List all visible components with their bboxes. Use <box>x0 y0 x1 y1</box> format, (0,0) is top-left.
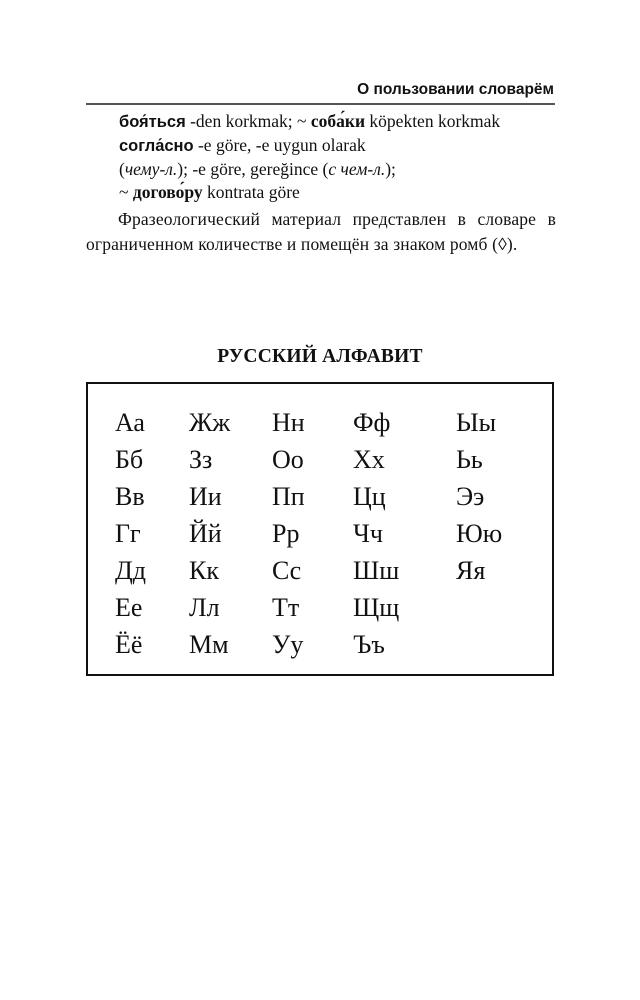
letter-pair: Мм <box>189 630 229 659</box>
letter-pair: Лл <box>189 593 220 622</box>
headword: боя́ться <box>119 113 186 131</box>
phraseology-paragraph: Фразеологический материал представлен в словаре в ограниченном количестве и помещён за знаком ромб (◊). <box>86 209 556 254</box>
alphabet-column-4 <box>353 404 399 663</box>
alphabet-column-3 <box>272 404 305 663</box>
letter-pair: Щщ <box>353 593 400 622</box>
letter-pair: Ьь <box>456 445 483 474</box>
letter-pair: Ии <box>189 482 222 511</box>
entry-text: -den korkmak; ~ <box>185 111 311 131</box>
letter-pair: Кк <box>189 556 219 585</box>
letter-pair: Зз <box>189 445 213 474</box>
header-rule <box>86 103 555 105</box>
grammar-note: с чем-л. <box>328 159 386 179</box>
letter-pair: Бб <box>115 445 144 474</box>
entry-soglasno-continued <box>119 158 559 181</box>
letter-pair: Цц <box>353 482 386 511</box>
letter-pair: Чч <box>353 519 383 548</box>
letter-pair: Фф <box>353 408 391 437</box>
letter-pair: Тт <box>272 593 300 622</box>
letter-pair: Юю <box>456 519 503 548</box>
letter-pair: Ыы <box>456 408 497 437</box>
tilde: ~ <box>119 182 133 202</box>
entry-text: köpekten korkmak <box>365 111 501 131</box>
entry-boyatsya <box>119 110 559 134</box>
letter-pair: Оо <box>272 445 304 474</box>
alphabet-table <box>86 382 554 676</box>
headword: согла́сно <box>119 137 194 155</box>
letter-pair: Нн <box>272 408 305 437</box>
letter-pair: Хх <box>353 445 385 474</box>
letter-pair: Уу <box>272 630 304 659</box>
entry-text: ); -e göre, gereğince ( <box>177 159 329 179</box>
letter-pair: Гг <box>115 519 141 548</box>
alphabet-grid <box>88 384 552 674</box>
letter-pair: Йй <box>189 519 222 548</box>
alphabet-column-1 <box>115 404 146 663</box>
entry-dogovoru <box>119 181 559 204</box>
letter-pair: Ъъ <box>353 630 385 659</box>
letter-pair: Аа <box>115 408 145 437</box>
letter-pair: Рр <box>272 519 300 548</box>
letter-pair: Пп <box>272 482 305 511</box>
sub-headword: соба́ки <box>310 111 366 131</box>
letter-pair: Сс <box>272 556 302 585</box>
letter-pair: Шш <box>353 556 400 585</box>
alphabet-column-2 <box>189 404 230 663</box>
entry-text: -e göre, -e uygun olarak <box>193 135 366 155</box>
grammar-note: чему-л. <box>124 159 178 179</box>
letter-pair: Вв <box>115 482 145 511</box>
alphabet-column-5 <box>456 404 502 589</box>
alphabet-title: РУССКИЙ АЛФАВИТ <box>217 346 423 367</box>
entry-text: ( <box>119 159 125 179</box>
letter-pair: Ээ <box>456 482 485 511</box>
entry-text: ); <box>385 159 396 179</box>
sub-headword: догово́ру <box>132 182 203 202</box>
letter-pair: Дд <box>115 556 146 585</box>
dictionary-entries <box>119 110 559 204</box>
letter-pair: Ее <box>115 593 143 622</box>
running-head-title: О пользовании словарём <box>357 81 554 98</box>
letter-pair: Жж <box>189 408 231 437</box>
letter-pair: Ёё <box>115 630 143 659</box>
entry-text: kontrata göre <box>202 182 300 202</box>
entry-soglasno <box>119 134 559 158</box>
letter-pair: Яя <box>456 556 486 585</box>
